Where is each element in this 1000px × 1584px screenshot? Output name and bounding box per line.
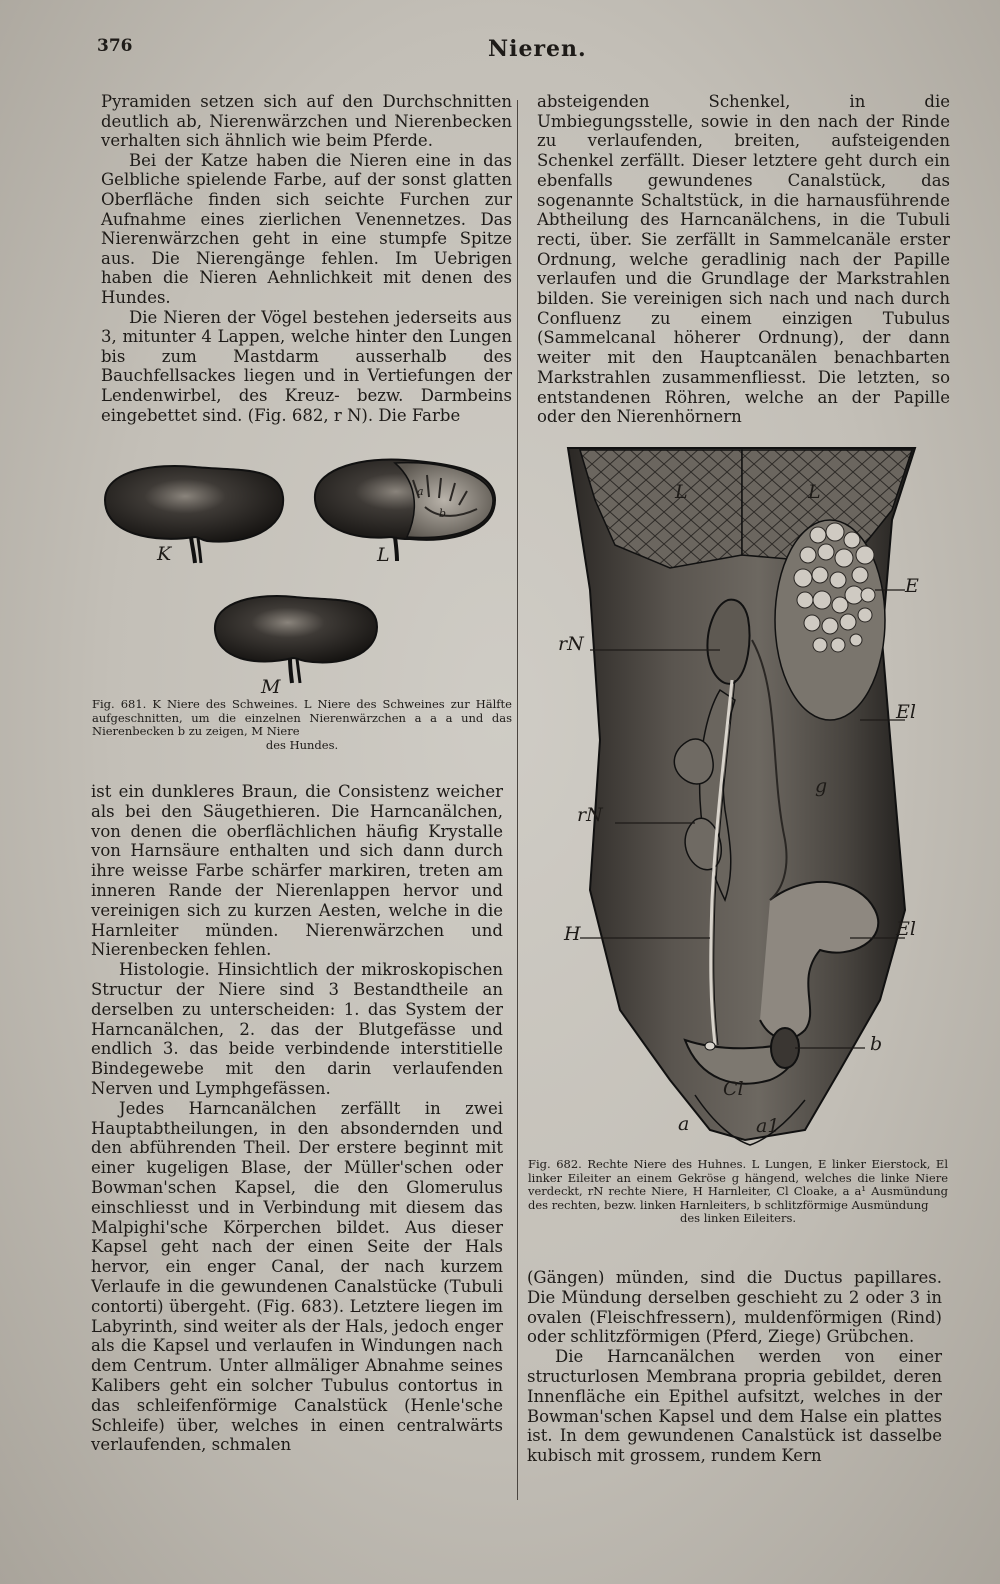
paragraph: (Gängen) münden, sind die Ductus papillares. Die Mündung derselben geschieht zu 2 oder 3 in ovalen (Fleischfressern), muldenförmigen (Rind) oder schlitzförmigen (Pferd, Ziege) Grübchen. [527, 1268, 942, 1347]
label-b: b [439, 507, 447, 520]
label-El-2: El [896, 918, 916, 940]
figure-682-caption: Fig. 682. Rechte Niere des Huhnes. L Lungen, E linker Eierstock, El linker Eileiter an einem Gekröse g hängend, welches die linke Niere verdeckt, rN rechte Niere, H Harnleiter, Cl Cloake, a a¹ Ausmündung des rechten, bezw. linken Harnleiters, b schlitzförmige Ausmündung des linken Eileiters. [528, 1157, 948, 1225]
label-H: H [564, 923, 581, 945]
paragraph: Pyramiden setzen sich auf den Durchschnitten deutlich ab, Nierenwärzchen und Nierenbecken verhalten sich ähnlich wie beim Pferde. [101, 92, 512, 151]
label-L: L [377, 544, 390, 566]
paragraph: Die Nieren der Vögel bestehen jederseits aus 3, mitunter 4 Lappen, welche hinter den Lungen bis zum Mastdarm ausserhalb des Bauchfellsackes liegen und in Vertiefungen der Lendenwirbel, des Kreuz- bezw. Darmbeins eingebettet sind. (Fig. 682, r N). Die Farbe [101, 307, 512, 425]
label-b: b [870, 1033, 883, 1055]
right-column-top-text [537, 92, 950, 427]
label-rN-2: rN [577, 804, 603, 826]
label-E: E [905, 575, 919, 597]
page-header [0, 30, 1000, 70]
label-L-2: L [808, 481, 821, 503]
label-El-1: El [896, 701, 916, 723]
dog-kidney-M [215, 596, 377, 683]
left-column-bottom-text [91, 782, 503, 1455]
right-column-bottom-text [527, 1268, 942, 1466]
label-a: a [678, 1113, 690, 1135]
figure-682-hen-kidney [520, 440, 960, 1152]
paragraph: ist ein dunkleres Braun, die Consistenz weicher als bei den Säugethieren. Die Harncanälchen, von denen die oberflächlichen häufig Krystalle von Harnsäure enthalten und sich dann durch ihre weisse Farbe schärfer markiren, treten am inneren Rande der Nierenlappen hervor und vereinigen sich zu kurzen Aesten, welche in die Harnleiter münden. Nierenwärzchen und Nierenbecken fehlen. [91, 782, 503, 960]
paragraph: Histologie. Hinsichtlich der mikroskopischen Structur der Niere sind 3 Bestandtheile an derselben zu unterscheiden: 1. das System der Harncanälchen, 2. das der Blutgefässe und endlich 3. das beide verbindende interstitielle Bindegewebe mit den darin verlaufenden Nerven und Lymphgefässen. [91, 960, 503, 1098]
label-a1: a1 [756, 1115, 780, 1137]
label-a: a [417, 485, 424, 498]
label-g: g [815, 775, 828, 797]
page-number: 376 [97, 36, 133, 56]
paragraph: absteigenden Schenkel, in die Umbiegungsstelle, sowie in den nach der Rinde zu verlaufenden, breiten, aufsteigenden Schenkel zerfällt. Dieser letztere geht durch ein ebenfalls gewundenes Canalstück, das sogenannte Schaltstück, in die harnausführende Abtheilung des Harncanälchens, in die Tubuli recti, über. Sie zerfällt in Sammelcanäle erster Ordnung, welche geradlinig nach der Papille verlaufen und die Grundlage der Markstrahlen bilden. Sie vereinigen sich nach und nach durch Confluenz zu einem einzigen Tubulus (Sammelcanal höherer Ordnung), der dann weiter mit den Hauptcanälen benachbarten Markstrahlen zusammenfliesst. Die letzten, so entstandenen Röhren, welche an der Papille oder den Nierenhörnern [537, 92, 950, 427]
column-divider [517, 100, 518, 1500]
paragraph: Jedes Harncanälchen zerfällt in zwei Hauptabtheilungen, in den absondernden und den abführenden Theil. Der erstere beginnt mit einer kugeligen Blase, der Müller'schen oder Bowman'schen Kapsel, die den Glomerulus einschliesst und in Verbindung mit diesem das Malpighi'sche Körperchen bildet. Aus dieser Kapsel geht nach der einen Seite der Hals hervor, ein enger Canal, der nach kurzem Verlaufe in die gewundenen Canalstücke (Tubuli contorti) übergeht. (Fig. 683). Letztere liegen im Labyrinth, sind weiter als der Hals, jedoch enger als die Kapsel und verlaufen in Windungen nach dem Centrum. Unter allmäliger Abnahme seines Kalibers geht ein solcher Tubulus contortus in das schleifenförmige Canalstück (Henle'sche Schleife) über, welches in einen centralwärts verlaufenden, schmalen [91, 1098, 503, 1455]
figure-681-caption: Fig. 681. K Niere des Schweines. L Niere des Schweines zur Hälfte aufgeschnitten, um die einzelnen Nierenwärzchen a a a und das Nierenbecken b zu zeigen, M Niere des Hundes. [92, 697, 512, 752]
label-K: K [157, 543, 172, 565]
paragraph: Die Harncanälchen werden von einer structurlosen Membrana propria gebildet, deren Innenfläche ein Epithel aufsitzt, welches in der Bowman'schen Kapsel und dem Halse ein plattes ist. In dem gewundenen Canalstück ist dasselbe kubisch mit grossem, rundem Kern [527, 1347, 942, 1466]
label-Cl: Cl [723, 1078, 744, 1100]
paragraph: Bei der Katze haben die Nieren eine in das Gelbliche spielende Farbe, auf der sonst glatten Oberfläche finden sich seichte Furchen zur Aufnahme eines zierlichen Venennetzes. Das Nierenwärzchen geht in eine stumpfe Spitze aus. Die Nierengänge fehlen. Im Uebrigen haben die Nieren Aehnlichkeit mit denen des Hundes. [101, 150, 512, 307]
label-L-1: L [675, 481, 688, 503]
hen-anatomy-illustration [520, 440, 960, 1152]
pig-kidney-L-cut [315, 459, 495, 561]
left-column-top-text [101, 92, 512, 425]
kidney-illustration [95, 445, 515, 695]
label-M: M [261, 676, 281, 695]
running-title: Nieren. [488, 36, 587, 62]
label-rN-1: rN [558, 633, 584, 655]
figure-681-kidneys [95, 445, 515, 695]
ovary-E [775, 520, 885, 720]
pig-kidney-K [105, 466, 283, 563]
